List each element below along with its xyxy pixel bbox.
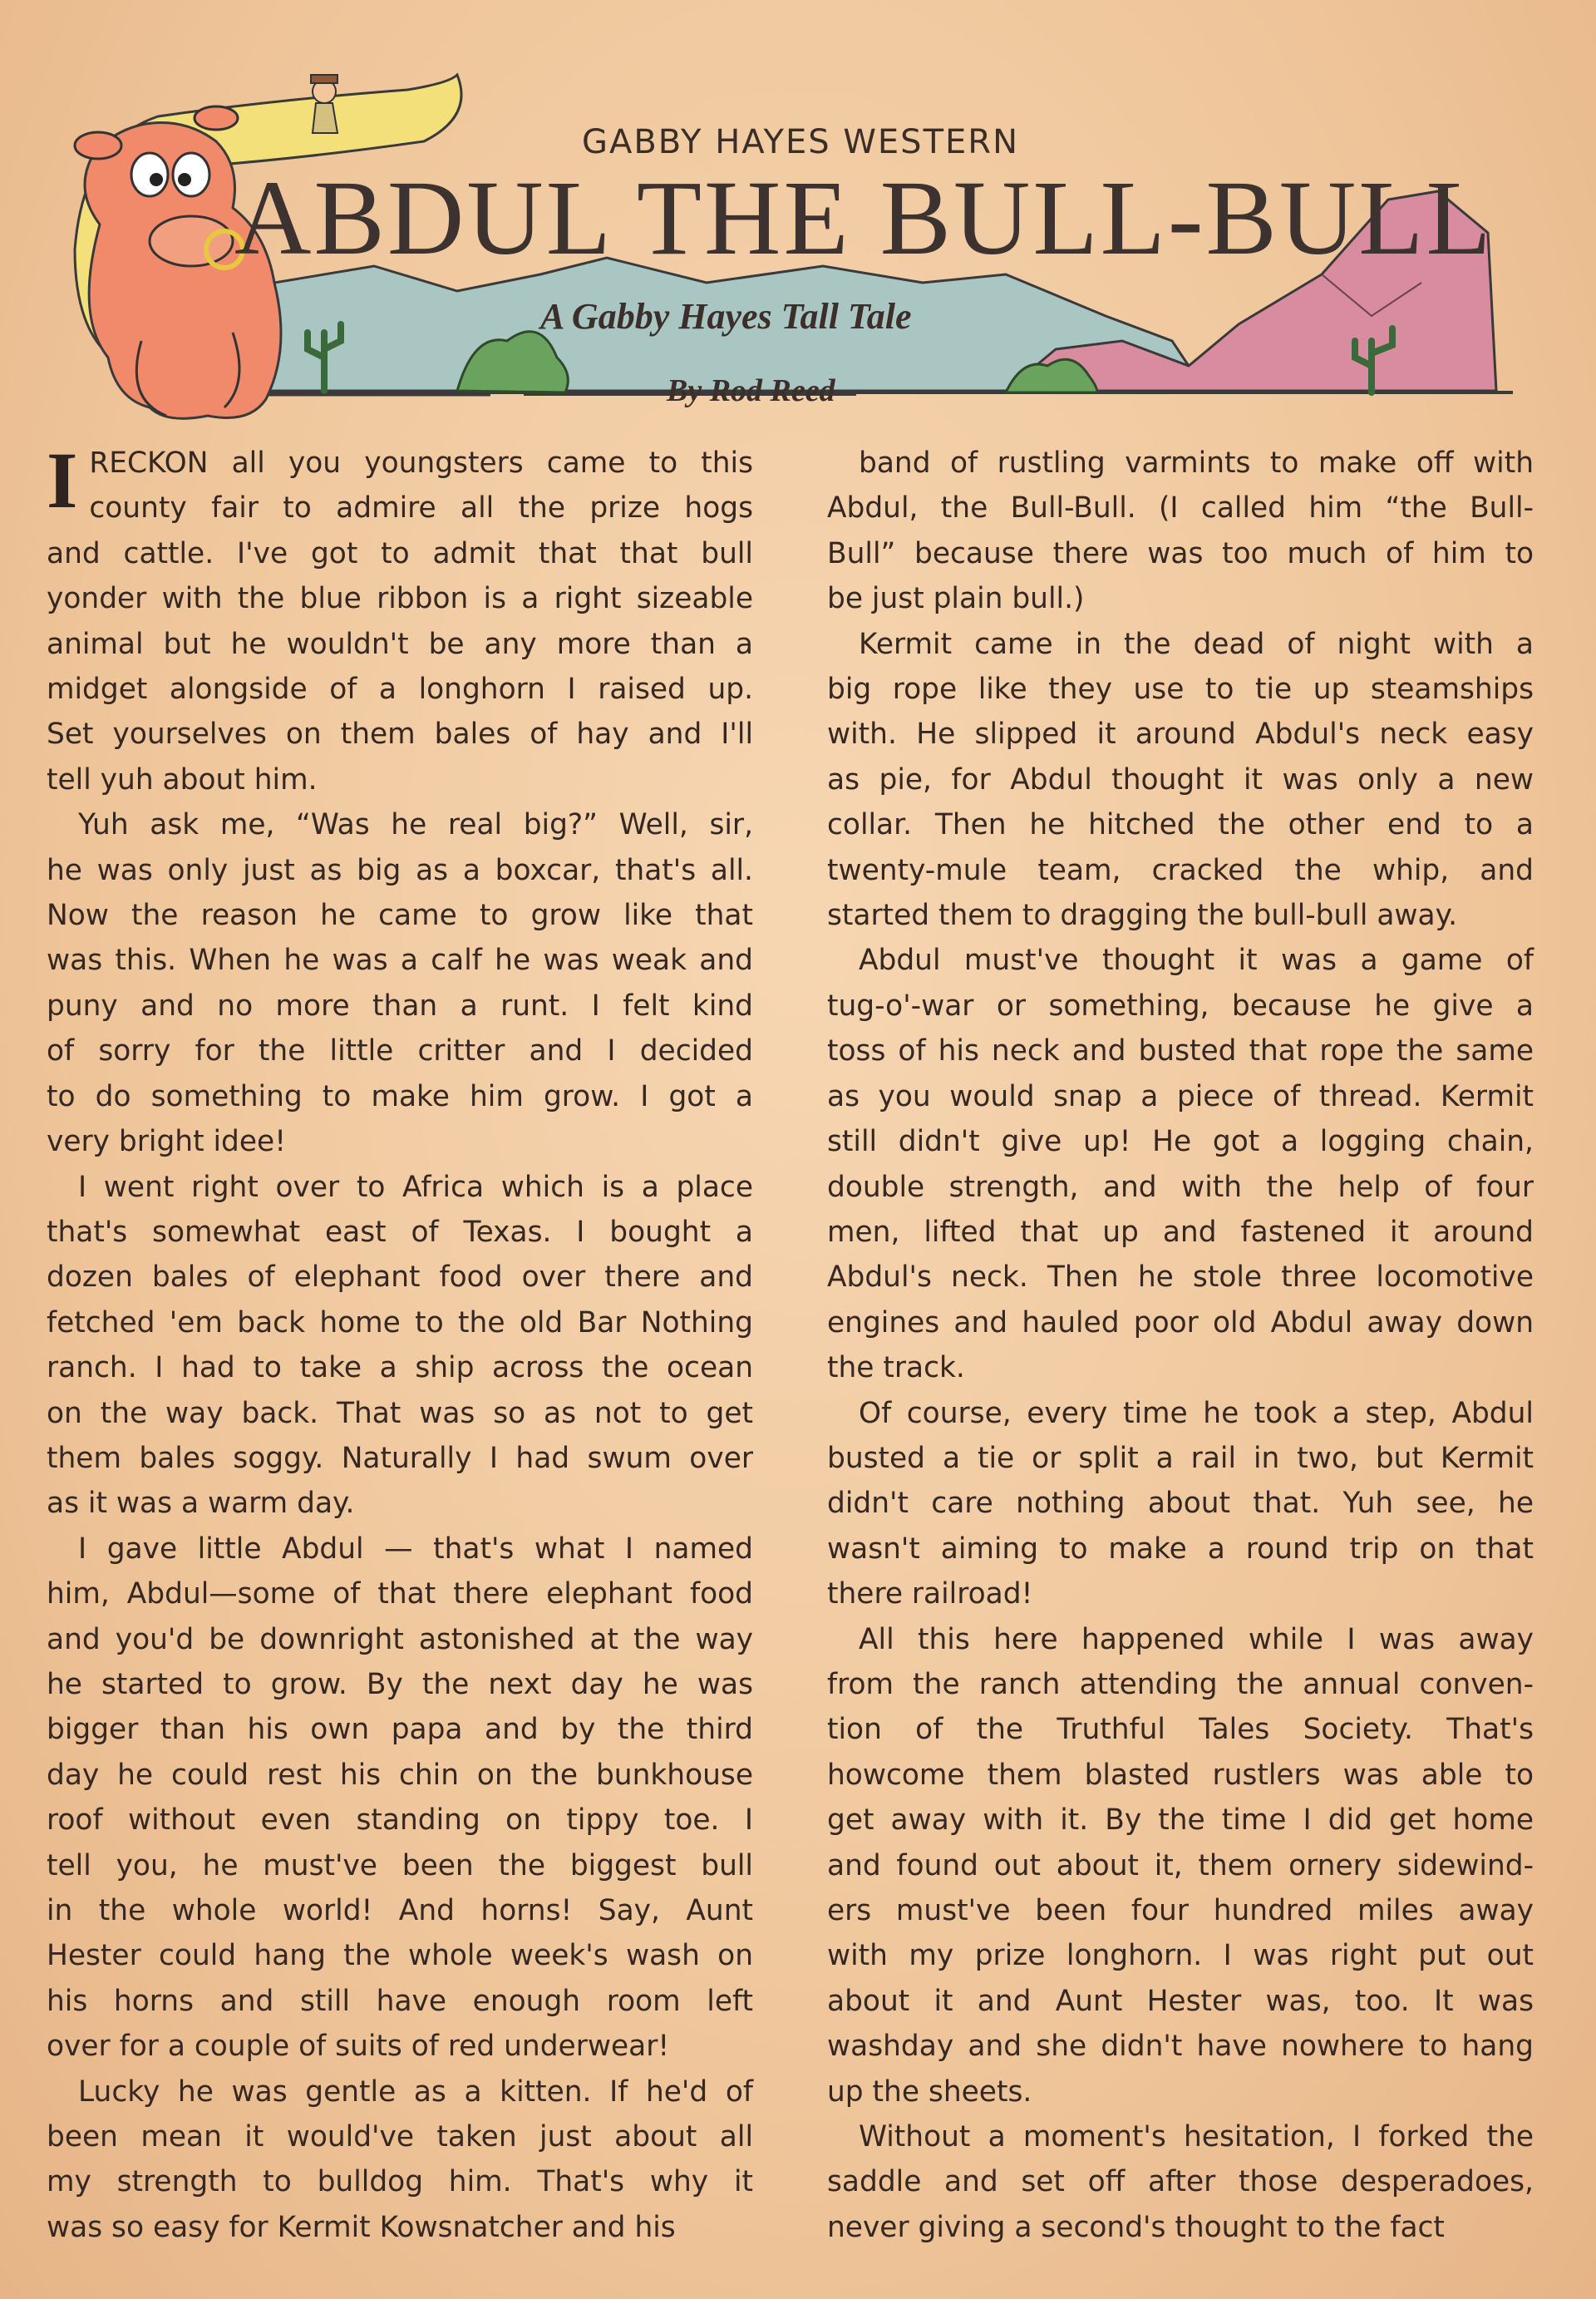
text-line: and cattle. I've got to admit that that bull bbox=[47, 536, 753, 570]
text-line: Bull” because there was too much of him to bbox=[827, 536, 1534, 570]
right-column bbox=[827, 441, 1534, 2250]
text-line: of sorry for the little critter and I decided bbox=[47, 1034, 753, 1068]
text-line: day he could rest his chin on the bunkhouse bbox=[47, 1758, 753, 1792]
text-line: to do something to make him grow. I got a bbox=[47, 1079, 753, 1113]
text-line: All this here happened while I was away bbox=[859, 1622, 1534, 1656]
text-line: he was only just as big as a boxcar, that's all. bbox=[47, 853, 753, 887]
text-line: was so easy for Kermit Kowsnatcher and his bbox=[47, 2210, 676, 2244]
paragraph bbox=[827, 441, 1534, 622]
left-column bbox=[47, 436, 753, 2250]
text-line: tion of the Truthful Tales Society. That's bbox=[827, 1713, 1534, 1747]
text-line: animal but he wouldn't be any more than a bbox=[47, 627, 753, 661]
text-line: them bales soggy. Naturally I had swum over bbox=[47, 1441, 753, 1475]
text-line: Now the reason he came to grow like that bbox=[47, 899, 753, 933]
text-line: there railroad! bbox=[827, 1577, 1033, 1611]
text-line: yonder with the blue ribbon is a right sizeable bbox=[47, 582, 753, 616]
text-line: RECKON all you youngsters came to this bbox=[89, 446, 753, 480]
text-line: ers must've been four hundred miles away bbox=[827, 1894, 1534, 1927]
text-line: was this. When he was a calf he was weak and bbox=[47, 944, 753, 978]
text-line: never giving a second's thought to the fact bbox=[827, 2210, 1445, 2244]
text-line: engines and hauled poor old Abdul away down bbox=[827, 1305, 1534, 1339]
paragraph bbox=[827, 2114, 1534, 2250]
text-line: Without a moment's hesitation, I forked the bbox=[859, 2120, 1534, 2154]
paragraph bbox=[47, 802, 753, 1164]
text-line: with my prize longhorn. I was right put out bbox=[827, 1939, 1534, 1973]
text-line: him, Abdul—some of that there elephant food bbox=[47, 1577, 753, 1611]
text-line: saddle and set off after those desperadoes, bbox=[827, 2165, 1534, 2199]
text-line: that's somewhat east of Texas. I bought a bbox=[47, 1215, 753, 1249]
bull-eye-left bbox=[131, 153, 168, 196]
text-line: double strength, and with the help of four bbox=[827, 1170, 1534, 1204]
text-line: as it was a warm day. bbox=[47, 1487, 355, 1521]
text-line: ranch. I had to take a ship across the ocean bbox=[47, 1351, 753, 1385]
text-line: fetched 'em back home to the old Bar Nothing bbox=[47, 1305, 753, 1339]
text-line: as pie, for Abdul thought it was only a new bbox=[827, 762, 1534, 797]
text-line: tell you, he must've been the biggest bull bbox=[47, 1848, 753, 1882]
bull-eye-right bbox=[173, 153, 209, 196]
text-line: bigger than his own papa and by the third bbox=[47, 1713, 753, 1747]
text-line: busted a tie or split a rail in two, but Kermit bbox=[827, 1441, 1534, 1475]
paragraph bbox=[47, 2070, 753, 2251]
paragraph bbox=[47, 436, 753, 802]
text-line: big rope like they use to tie up steamships bbox=[827, 673, 1534, 707]
text-line: started them to dragging the bull-bull away. bbox=[827, 899, 1458, 933]
text-line: twenty-mule team, cracked the whip, and bbox=[827, 853, 1534, 887]
text-line: band of rustling varmints to make off with bbox=[859, 446, 1534, 480]
paragraph bbox=[827, 1391, 1534, 1617]
text-line: Of course, every time he took a step, Abdul bbox=[859, 1396, 1534, 1430]
text-line: he started to grow. By the next day he was bbox=[47, 1667, 753, 1701]
story-title: ABDUL THE BULL-BULL bbox=[234, 159, 1494, 277]
text-line: from the ranch attending the annual conven- bbox=[827, 1667, 1534, 1701]
text-line: Lucky he was gentle as a kitten. If he'd of bbox=[78, 2075, 753, 2109]
text-line: I gave little Abdul — that's what I named bbox=[78, 1532, 753, 1566]
paragraph bbox=[827, 622, 1534, 939]
text-line: howcome them blasted rustlers was able to bbox=[827, 1758, 1534, 1792]
text-line: washday and she didn't have nowhere to hang bbox=[827, 2030, 1534, 2064]
text-line: about it and Aunt Hester was, too. It was bbox=[827, 1984, 1534, 2018]
text-line: Kermit came in the dead of night with a bbox=[859, 627, 1534, 661]
text-line: and you'd be downright astonished at the way bbox=[47, 1622, 753, 1656]
text-line: my strength to bulldog him. That's why it bbox=[47, 2165, 753, 2199]
text-line: still didn't give up! He got a logging chain, bbox=[827, 1125, 1534, 1159]
paragraph bbox=[827, 1617, 1534, 2114]
text-line: roof without even standing on tippy toe. I bbox=[47, 1803, 753, 1838]
text-line: puny and no more than a runt. I felt kind bbox=[47, 989, 753, 1023]
text-line: and found out about it, them ornery sidewind- bbox=[827, 1848, 1534, 1882]
text-line: in the whole world! And horns! Say, Aunt bbox=[47, 1894, 753, 1927]
text-line: with. He slipped it around Abdul's neck easy bbox=[827, 718, 1534, 752]
text-line: Yuh ask me, “Was he real big?” Well, sir, bbox=[78, 808, 753, 842]
text-line: up the sheets. bbox=[827, 2075, 1032, 2109]
series-title: GABBY HAYES WESTERN bbox=[582, 123, 1019, 161]
text-line: wasn't aiming to make a round trip on that bbox=[827, 1532, 1534, 1566]
text-line: very bright idee! bbox=[47, 1125, 286, 1159]
text-line: get away with it. By the time I did get home bbox=[827, 1803, 1534, 1838]
text-line: be just plain bull.) bbox=[827, 582, 1085, 616]
paragraph bbox=[47, 1165, 753, 1527]
story-byline: By Rod Reed bbox=[667, 373, 835, 408]
text-line: Set yourselves on them bales of hay and I'll bbox=[47, 718, 753, 752]
text-line: didn't care nothing about that. Yuh see, he bbox=[827, 1487, 1534, 1521]
text-line: been mean it would've taken just about all bbox=[47, 2120, 753, 2154]
text-line: Abdul, the Bull-Bull. (I called him “the Bull- bbox=[827, 491, 1534, 525]
text-line: tell yuh about him. bbox=[47, 762, 318, 797]
text-line: men, lifted that up and fastened it around bbox=[827, 1215, 1534, 1249]
story-header bbox=[25, 67, 1521, 432]
text-line: I went right over to Africa which is a place bbox=[78, 1170, 753, 1204]
paragraph bbox=[827, 938, 1534, 1390]
text-line: county fair to admire all the prize hogs bbox=[89, 491, 753, 525]
text-line: tug-o'-war or something, because he give a bbox=[827, 989, 1534, 1023]
text-line: collar. Then he hitched the other end to a bbox=[827, 808, 1534, 842]
text-line: Abdul's neck. Then he stole three locomotive bbox=[827, 1261, 1534, 1295]
drop-cap: I bbox=[47, 436, 78, 525]
text-line: Hester could hang the whole week's wash on bbox=[47, 1939, 753, 1973]
text-line: over for a couple of suits of red underwear! bbox=[47, 2030, 670, 2064]
text-line: toss of his neck and busted that rope the same bbox=[827, 1034, 1534, 1068]
story-subtitle: A Gabby Hayes Tall Tale bbox=[540, 296, 912, 337]
text-line: dozen bales of elephant food over there and bbox=[47, 1261, 753, 1295]
paragraph bbox=[47, 1527, 753, 2070]
text-line: the track. bbox=[827, 1351, 965, 1385]
text-line: on the way back. That was so as not to get bbox=[47, 1396, 753, 1430]
text-line: as you would snap a piece of thread. Kermit bbox=[827, 1079, 1534, 1113]
text-line: Abdul must've thought it was a game of bbox=[859, 944, 1534, 978]
text-line: midget alongside of a longhorn I raised up. bbox=[47, 673, 753, 707]
text-line: his horns and still have enough room left bbox=[47, 1984, 753, 2018]
